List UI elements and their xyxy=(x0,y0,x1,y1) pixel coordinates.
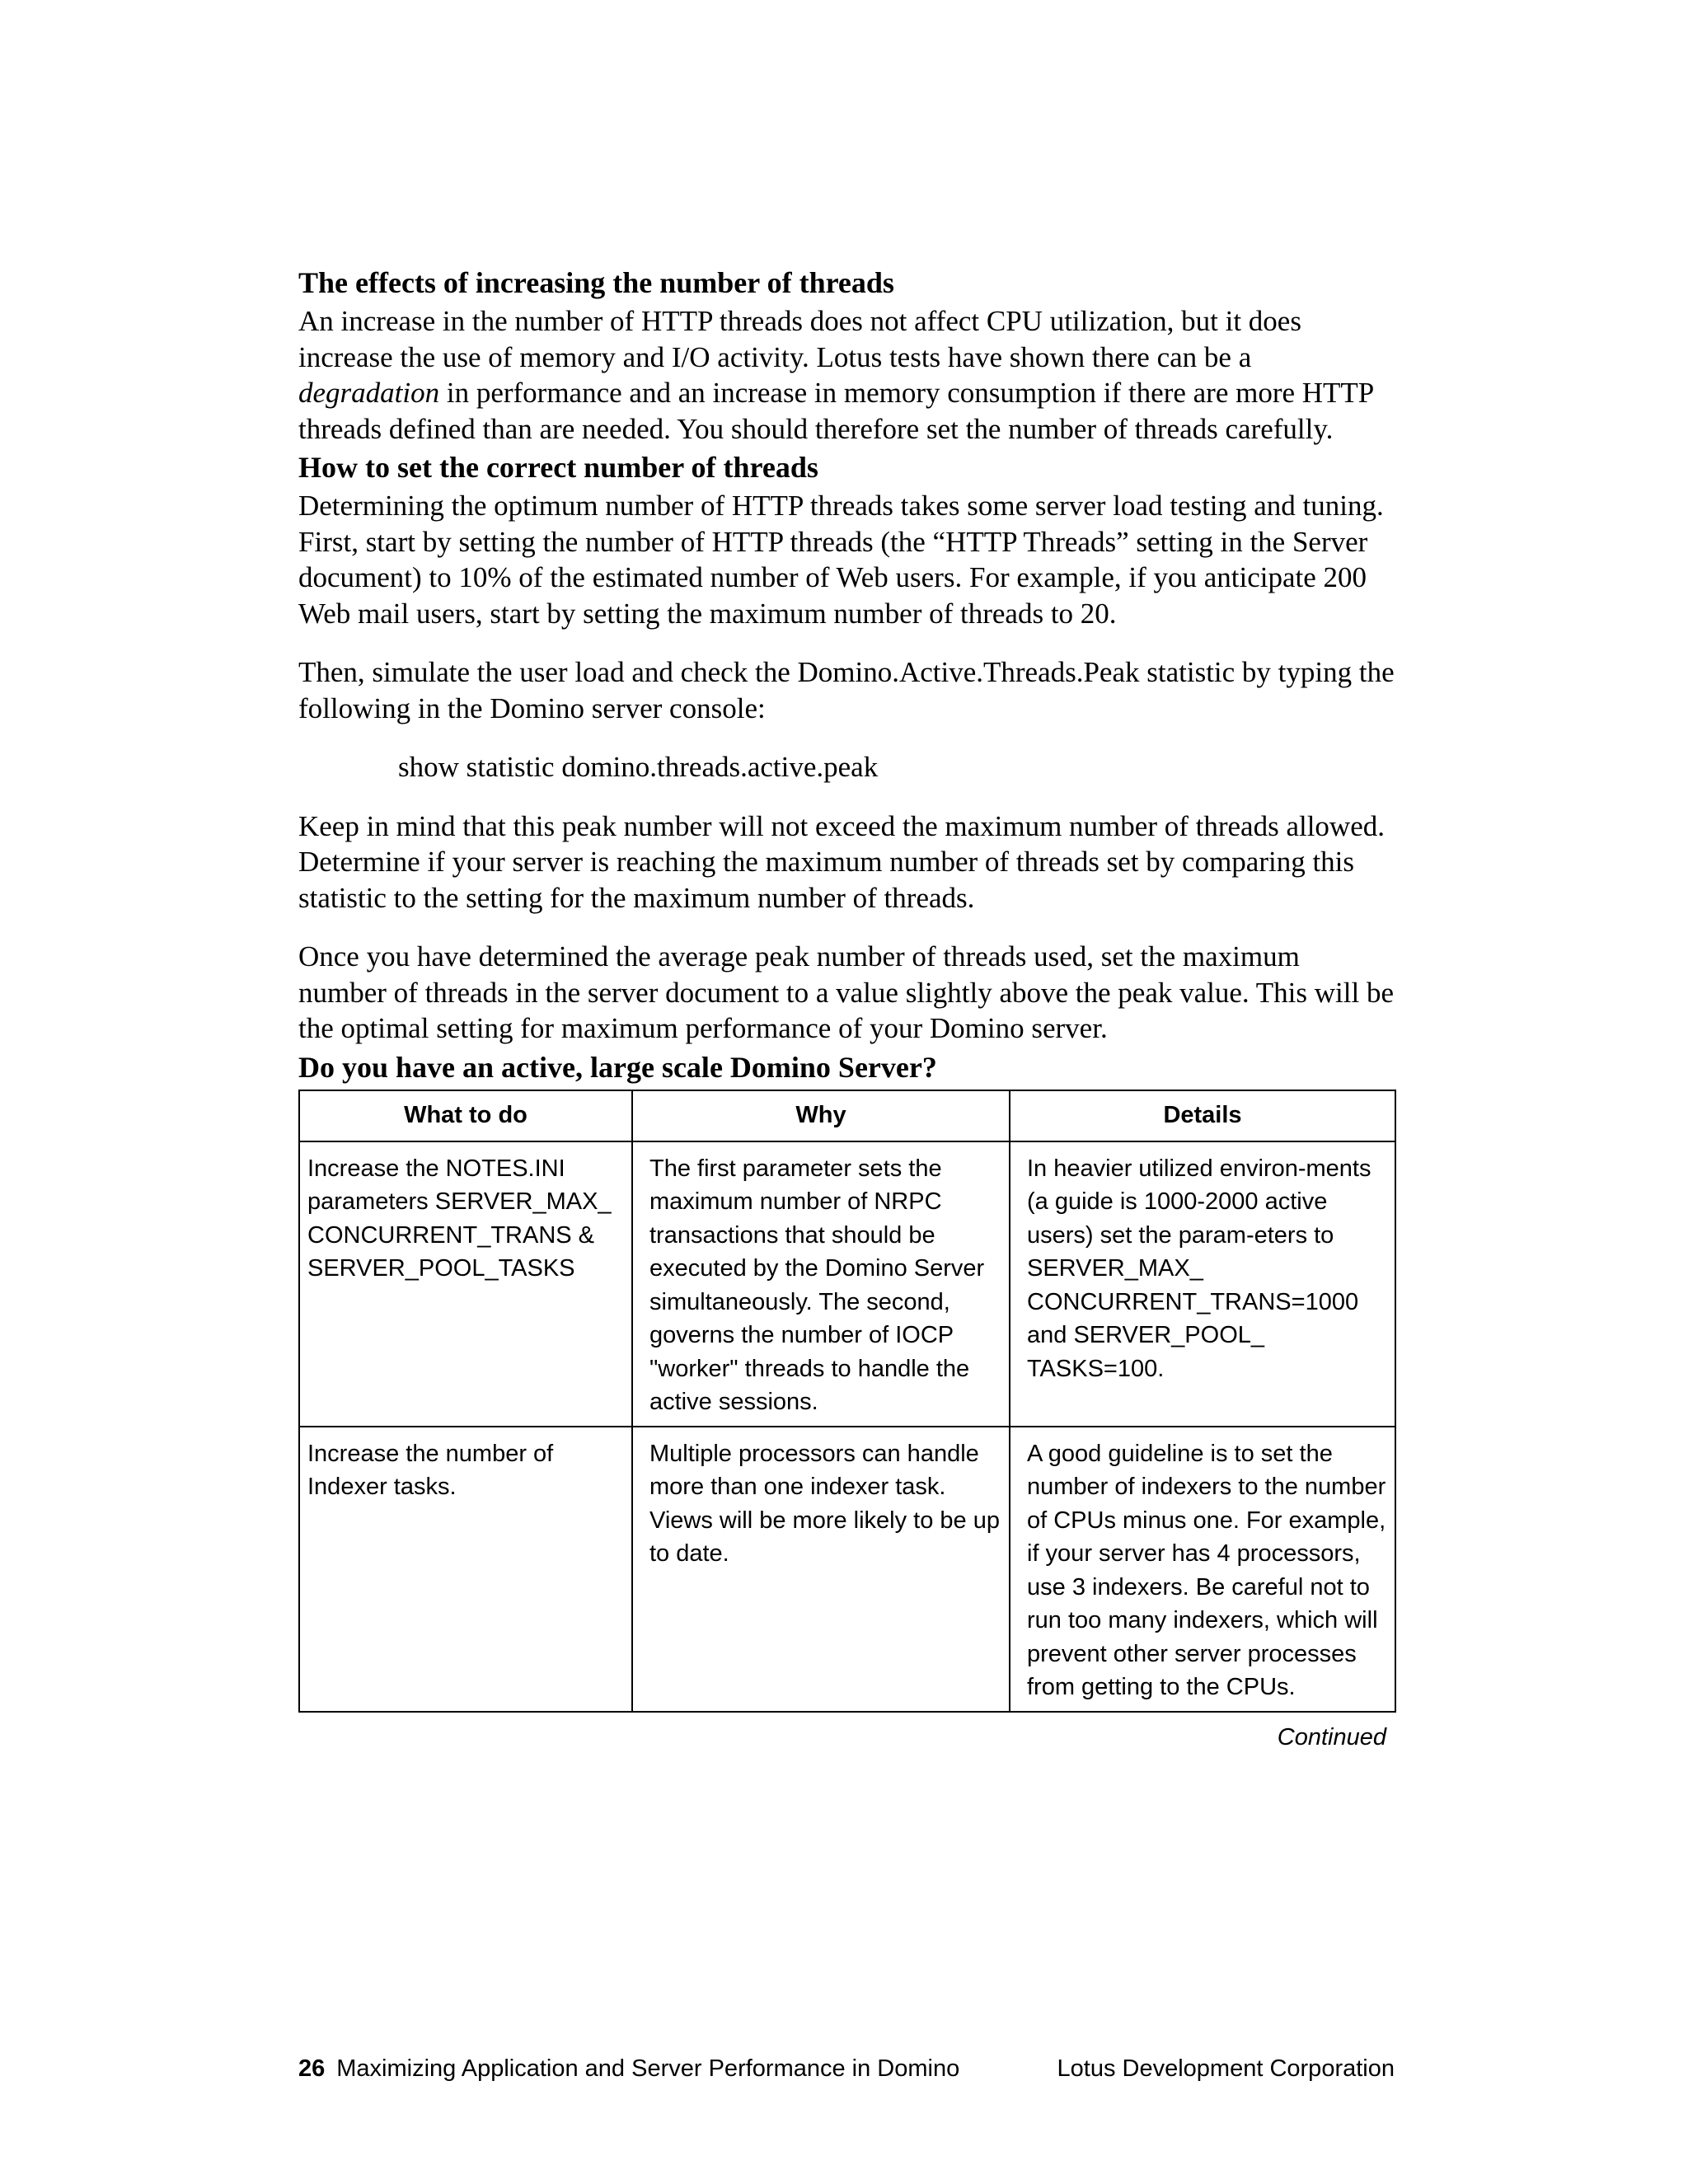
table-row xyxy=(299,1427,1395,1712)
page-footer xyxy=(298,2052,1395,2085)
publisher-name: Lotus Development Corporation xyxy=(1057,2055,1395,2082)
recommendations-table xyxy=(298,1090,1396,1713)
page-number: 26 xyxy=(298,2055,326,2082)
column-header-why: Why xyxy=(632,1090,1010,1141)
paragraph-peak-number: Keep in mind that this peak number will not exceed the maximum number of threads allowed. Determine if your server is reaching the maximum number of threads set by comparing this statistic to the setting for the maximum number of threads. xyxy=(298,809,1385,914)
paragraph-thread-effects xyxy=(298,303,1395,447)
paragraph-set-maximum: Once you have determined the average peak number of threads used, set the maximum number of threads in the server document to a value slightly above the peak value. This will be the optimal setting for maximum performance of your Domino server. xyxy=(298,940,1394,1044)
section-heading-set-threads: How to set the correct number of threads xyxy=(298,451,818,484)
paragraph-optimum-threads: Determining the optimum number of HTTP threads takes some server load testing and tuning. First, start by setting the number of HTTP threads (the “HTTP Threads” setting in the Server document) to 10% of the estimated number of Web users. For example, if you anticipate 200 Web mail users, start by setting the maximum number of threads to 20. xyxy=(298,490,1384,630)
table-cell-details: In heavier utilized environ-ments (a guide is 1000-2000 active users) set the param-eters to SERVER_MAX_ CONCURRENT_TRANS=1000 and SERVER_POOL_ TASKS=100. xyxy=(1010,1141,1395,1427)
console-command: show statistic domino.threads.active.peak xyxy=(398,751,879,783)
footer-left xyxy=(298,2052,959,2085)
column-header-details: Details xyxy=(1010,1090,1395,1141)
table-cell-what: Increase the NOTES.INI parameters SERVER_MAX_ CONCURRENT_TRANS & SERVER_POOL_TASKS xyxy=(299,1141,632,1427)
table-cell-what: Increase the number of Indexer tasks. xyxy=(299,1427,632,1712)
page-content xyxy=(298,262,1395,1754)
table-header-row xyxy=(299,1090,1395,1141)
section-heading-thread-effects: The effects of increasing the number of threads xyxy=(298,266,894,299)
section-heading-large-scale: Do you have an active, large scale Domino Server? xyxy=(298,1050,937,1084)
paragraph-text: in performance and an increase in memory consumption if there are more HTTP threads defined than are needed. You should therefore set the number of threads carefully. xyxy=(298,377,1373,445)
table-row xyxy=(299,1141,1395,1427)
paragraph-text: An increase in the number of HTTP threads does not affect CPU utilization, but it does increase the use of memory and I/O activity. Lotus tests have shown there can be a xyxy=(298,305,1301,373)
table-cell-why: Multiple processors can handle more than one indexer task. Views will be more likely to be up to date. xyxy=(632,1427,1010,1712)
table-cell-why: The first parameter sets the maximum number of NRPC transactions that should be executed by the Domino Server simultaneously. The second, governs the number of IOCP "worker" threads to handle the active sessions. xyxy=(632,1141,1010,1427)
continued-label: Continued xyxy=(1277,1723,1386,1750)
table-cell-details: A good guideline is to set the number of indexers to the number of CPUs minus one. For example, if your server has 4 processors, use 3 indexers. Be careful not to run too many indexers, which will prevent other server processes from getting to the CPUs. xyxy=(1010,1427,1395,1712)
book-title: Maximizing Application and Server Performance in Domino xyxy=(336,2055,960,2082)
paragraph-simulate-load: Then, simulate the user load and check the Domino.Active.Threads.Peak statistic by typing the following in the Domino server console: xyxy=(298,656,1395,724)
emphasis-text: degradation xyxy=(298,377,440,409)
column-header-what: What to do xyxy=(299,1090,632,1141)
